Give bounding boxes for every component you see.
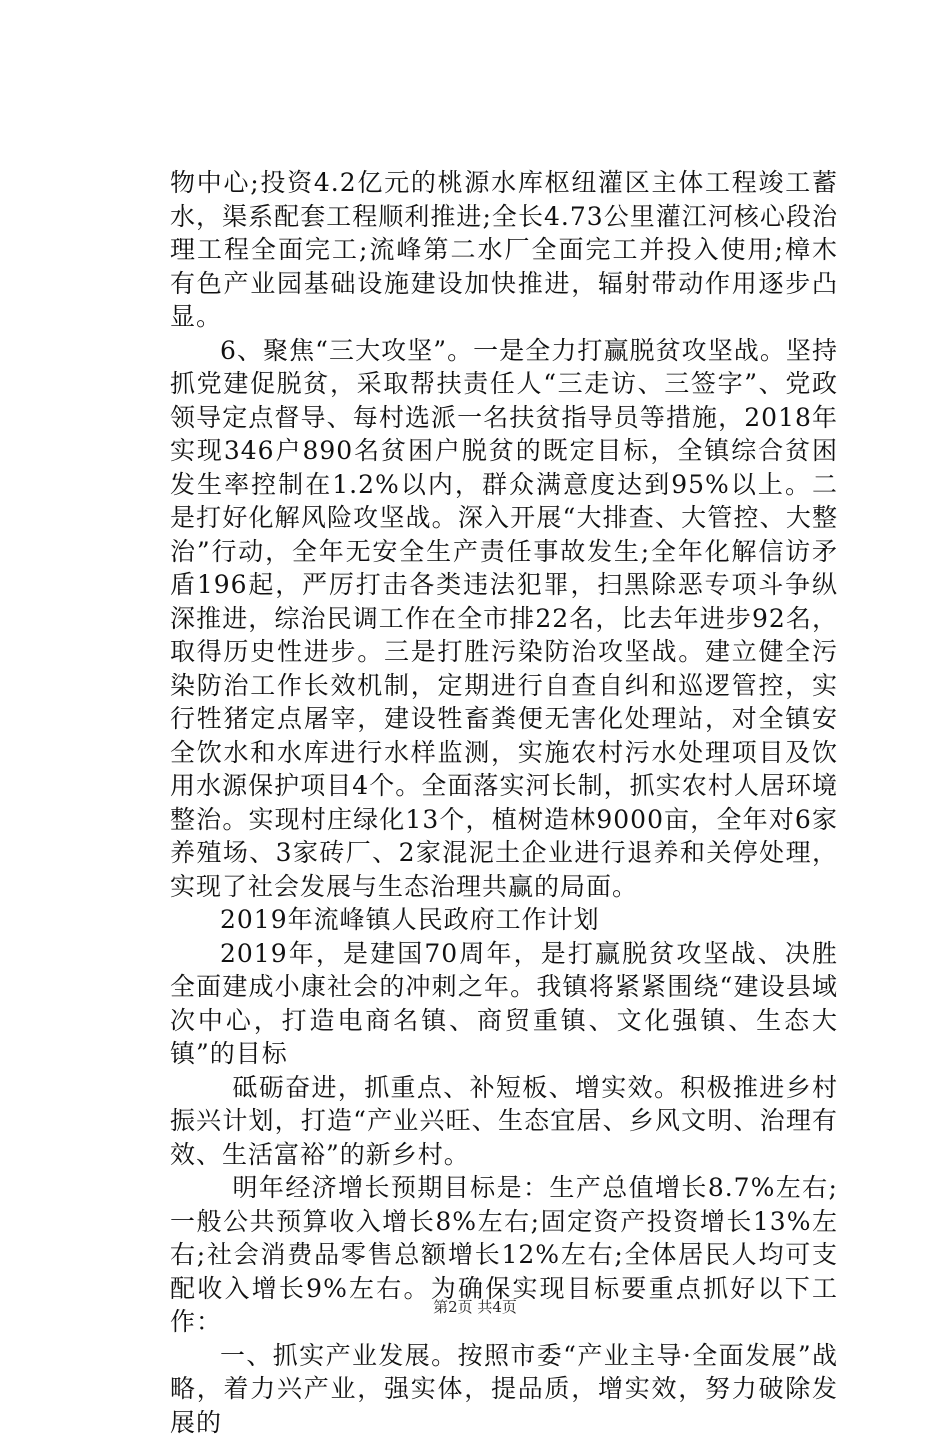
paragraph-rural-revitalization: 砥砺奋进，抓重点、补短板、增实效。积极推进乡村振兴计划，打造“产业兴旺、生态宜居、乡风文明、治理有效、生活富裕”的新乡村。 (170, 1071, 838, 1172)
document-body (170, 166, 838, 1439)
paragraph-infrastructure: 物中心;投资4.2亿元的桃源水库枢纽灌区主体工程竣工蓄水，渠系配套工程顺利推进;全长4.73公里灌江河核心段治理工程全面完工;流峰第二水厂全面完工并投入使用;樟木有色产业园基础设施建设加快推进，辐射带动作用逐步凸显。 (170, 166, 838, 334)
paragraph-2019-intro: 2019年，是建国70周年，是打赢脱贫攻坚战、决胜全面建成小康社会的冲刺之年。我镇将紧紧围绕“建设县域次中心，打造电商名镇、商贸重镇、文化强镇、生态大镇”的目标 (170, 937, 838, 1071)
page-number-footer: 第2页 共4页 (0, 1296, 950, 1317)
paragraph-industry-development: 一、抓实产业发展。按照市委“产业主导·全面发展”战略，着力兴产业，强实体，提品质，增实效，努力破除发展的 (170, 1339, 838, 1439)
paragraph-growth-targets: 明年经济增长预期目标是：生产总值增长8.7%左右;一般公共预算收入增长8%左右;固定资产投资增长13%左右;社会消费品零售总额增长12%左右;全体居民人均可支配收入增长9%左右。为确保实现目标要重点抓好以下工作： (170, 1171, 838, 1339)
paragraph-three-battles: 6、聚焦“三大攻坚”。一是全力打赢脱贫攻坚战。坚持抓党建促脱贫，采取帮扶责任人“三走访、三签字”、党政领导定点督导、每村选派一名扶贫指导员等措施，2018年实现346户890名贫困户脱贫的既定目标，全镇综合贫困发生率控制在1.2%以内，群众满意度达到95%以上。二是打好化解风险攻坚战。深入开展“大排查、大管控、大整治”行动，全年无安全生产责任事故发生;全年化解信访矛盾196起，严厉打击各类违法犯罪，扫黑除恶专项斗争纵深推进，综治民调工作在全市排22名，比去年进步92名，取得历史性进步。三是打胜污染防治攻坚战。建立健全污染防治工作长效机制，定期进行自查自纠和巡逻管控，实行牲猪定点屠宰，建设牲畜粪便无害化处理站，对全镇安全饮水和水库进行水样监测，实施农村污水处理项目及饮用水源保护项目4个。全面落实河长制，抓实农村人居环境整治。实现村庄绿化13个，植树造林9000亩，全年对6家养殖场、3家砖厂、2家混泥土企业进行退养和关停处理，实现了社会发展与生态治理共赢的局面。 (170, 334, 838, 904)
section-heading: 2019年流峰镇人民政府工作计划 (170, 903, 838, 937)
